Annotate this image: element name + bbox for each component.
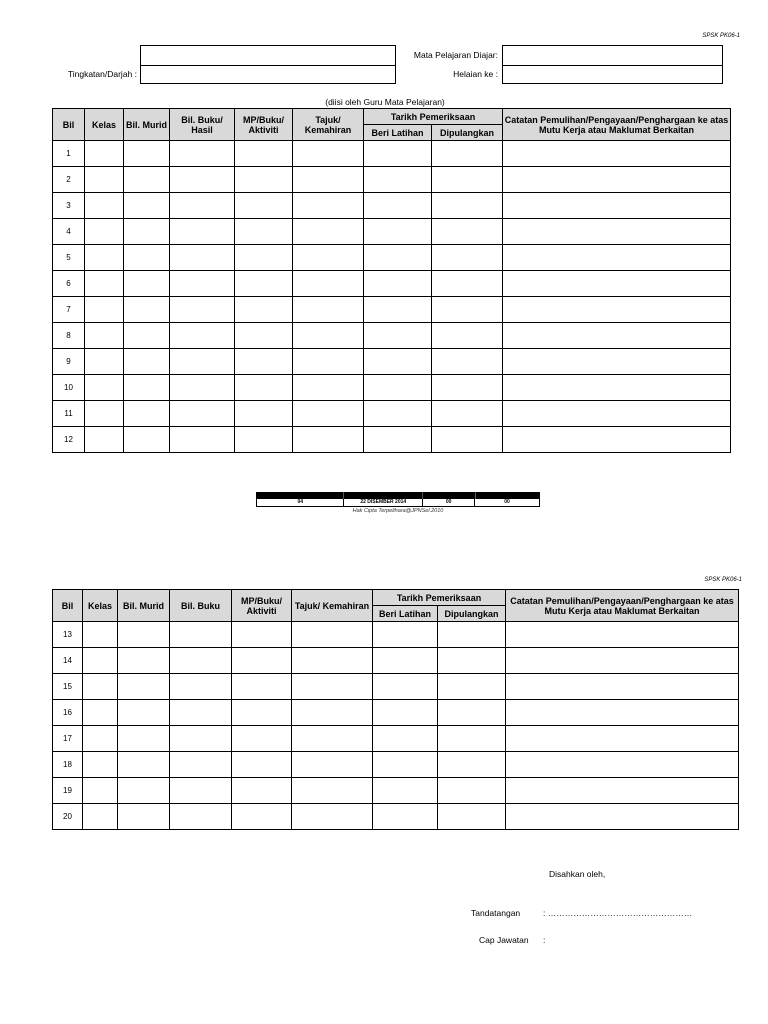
tandatangan-label: Tandatangan: [471, 908, 521, 918]
table-cell[interactable]: [506, 752, 739, 778]
table-cell[interactable]: [85, 427, 124, 453]
table-cell[interactable]: [85, 245, 124, 271]
table-cell[interactable]: [83, 674, 118, 700]
table-cell[interactable]: [235, 245, 293, 271]
table-cell[interactable]: [503, 245, 731, 271]
table-row: [53, 375, 731, 401]
table-cell[interactable]: [373, 726, 438, 752]
table-cell[interactable]: [235, 427, 293, 453]
table-cell[interactable]: [293, 375, 364, 401]
table-cell[interactable]: [124, 141, 170, 167]
table-cell[interactable]: [364, 271, 432, 297]
revision-value: 04: [257, 499, 344, 506]
table-cell[interactable]: [364, 323, 432, 349]
table-cell[interactable]: [503, 193, 731, 219]
table-row: [53, 726, 739, 752]
table-cell[interactable]: [506, 622, 739, 648]
table-cell[interactable]: [373, 648, 438, 674]
table-cell[interactable]: [438, 622, 506, 648]
table-cell[interactable]: [170, 141, 235, 167]
table-cell[interactable]: [373, 674, 438, 700]
header-tajuk: Tajuk/ Kemahiran: [293, 109, 364, 141]
table-cell[interactable]: [293, 297, 364, 323]
field-top-left[interactable]: [140, 45, 396, 66]
table-cell[interactable]: [85, 297, 124, 323]
table-cell[interactable]: [292, 674, 373, 700]
table-cell[interactable]: [118, 700, 170, 726]
table-cell[interactable]: [432, 193, 503, 219]
table-cell[interactable]: [170, 700, 232, 726]
table-cell[interactable]: [83, 700, 118, 726]
table-cell[interactable]: [506, 700, 739, 726]
table-cell[interactable]: [503, 297, 731, 323]
table-cell[interactable]: [292, 648, 373, 674]
table-row: [53, 674, 739, 700]
table-cell[interactable]: [170, 804, 232, 830]
header-bil-buku: Bil. Buku: [170, 590, 232, 622]
row-number: 1: [53, 141, 85, 167]
table-cell[interactable]: [432, 349, 503, 375]
table-cell[interactable]: [170, 349, 235, 375]
cap-jawatan-label: Cap Jawatan: [479, 935, 529, 945]
table-cell[interactable]: [118, 778, 170, 804]
table-cell[interactable]: [170, 219, 235, 245]
note: (diisi oleh Guru Mata Pelajaran): [325, 97, 445, 107]
table-cell[interactable]: [235, 193, 293, 219]
table-cell[interactable]: [232, 726, 292, 752]
table-cell[interactable]: [124, 401, 170, 427]
table-cell[interactable]: [118, 804, 170, 830]
table-cell[interactable]: [438, 778, 506, 804]
header-bil-murid: Bil. Murid: [124, 109, 170, 141]
table-cell[interactable]: [364, 427, 432, 453]
header-dipulangkan: Dipulangkan: [438, 606, 506, 622]
table-cell[interactable]: [293, 349, 364, 375]
row-number: 15: [53, 674, 83, 700]
row-number: 7: [53, 297, 85, 323]
table-cell[interactable]: [506, 648, 739, 674]
table-row: [53, 648, 739, 674]
header-bil: Bil: [53, 109, 85, 141]
header-tajuk: Tajuk/ Kemahiran: [292, 590, 373, 622]
table-cell[interactable]: [293, 141, 364, 167]
table-cell[interactable]: [432, 401, 503, 427]
row-number: 3: [53, 193, 85, 219]
table-cell[interactable]: [506, 674, 739, 700]
table-cell[interactable]: [124, 297, 170, 323]
table-cell[interactable]: [373, 700, 438, 726]
table-cell[interactable]: [83, 778, 118, 804]
tingkatan-field[interactable]: [140, 65, 396, 84]
table-cell[interactable]: [293, 323, 364, 349]
table-cell[interactable]: [364, 349, 432, 375]
table-cell[interactable]: [503, 349, 731, 375]
form-code-2: SPSK PK06-1: [704, 577, 742, 583]
table-cell[interactable]: [364, 245, 432, 271]
table-cell[interactable]: [124, 245, 170, 271]
table-row: [53, 700, 739, 726]
table-cell[interactable]: [124, 375, 170, 401]
table-cell[interactable]: [373, 804, 438, 830]
header-catatan: Catatan Pemulihan/Pengayaan/Penghargaan ke atas Mutu Kerja atau Maklumat Berkaitan: [506, 590, 739, 622]
table-cell[interactable]: [432, 219, 503, 245]
table-cell[interactable]: [292, 804, 373, 830]
table-cell[interactable]: [124, 271, 170, 297]
header-bil-murid: Bil. Murid: [118, 590, 170, 622]
table-cell[interactable]: [170, 193, 235, 219]
tandatangan-line[interactable]: : ……………………………………………: [543, 908, 693, 918]
header-mp: MP/Buku/ Aktiviti: [232, 590, 292, 622]
table-cell[interactable]: [293, 271, 364, 297]
table-cell[interactable]: [292, 622, 373, 648]
form-code: SPSK PK06-1: [702, 33, 740, 39]
table-cell[interactable]: [83, 648, 118, 674]
table-cell[interactable]: [170, 752, 232, 778]
table-cell[interactable]: [85, 141, 124, 167]
header-kelas: Kelas: [85, 109, 124, 141]
table-cell[interactable]: [124, 219, 170, 245]
table-cell[interactable]: [438, 752, 506, 778]
table-cell[interactable]: [85, 323, 124, 349]
date-value: 22 DISEMBER 2014: [344, 499, 423, 506]
header-bil: Bil: [53, 590, 83, 622]
table-cell[interactable]: [293, 245, 364, 271]
table-cell[interactable]: [235, 349, 293, 375]
table-cell[interactable]: [364, 375, 432, 401]
table-row: [53, 349, 731, 375]
row-number: 13: [53, 622, 83, 648]
table-row: [53, 271, 731, 297]
table-cell[interactable]: [170, 622, 232, 648]
table-row: [53, 219, 731, 245]
table-cell[interactable]: [170, 427, 235, 453]
table-cell[interactable]: [235, 271, 293, 297]
header-beri-latihan: Beri Latihan: [373, 606, 438, 622]
row-number: 9: [53, 349, 85, 375]
row-number: 18: [53, 752, 83, 778]
header-dipulangkan: Dipulangkan: [432, 125, 503, 141]
helaian-label: Helaian ke :: [453, 69, 498, 79]
table-cell[interactable]: [364, 297, 432, 323]
table-cell[interactable]: [170, 648, 232, 674]
table-cell[interactable]: [438, 726, 506, 752]
table-row: [53, 778, 739, 804]
table-row: [53, 297, 731, 323]
table-cell[interactable]: [432, 375, 503, 401]
table-cell[interactable]: [124, 323, 170, 349]
amendment-value: 00: [423, 499, 475, 506]
row-number: 10: [53, 375, 85, 401]
header-catatan: Catatan Pemulihan/Pengayaan/Penghargaan ke atas Mutu Kerja atau Maklumat Berkaitan: [503, 109, 731, 141]
cap-jawatan-value[interactable]: :: [543, 935, 546, 945]
mata-pelajaran-label: Mata Pelajaran Diajar:: [413, 50, 498, 60]
table-cell[interactable]: [293, 167, 364, 193]
table-cell[interactable]: [293, 219, 364, 245]
table-row: [53, 622, 739, 648]
table-cell[interactable]: [170, 323, 235, 349]
table-row: [53, 323, 731, 349]
table-cell[interactable]: [170, 401, 235, 427]
table-cell[interactable]: [503, 271, 731, 297]
disahkan-label: Disahkan oleh,: [549, 869, 606, 879]
table-cell[interactable]: [503, 167, 731, 193]
header-bil-buku: Bil. Buku/ Hasil: [170, 109, 235, 141]
table-cell[interactable]: [506, 778, 739, 804]
table-cell[interactable]: [232, 778, 292, 804]
table-cell[interactable]: [293, 193, 364, 219]
header-tarikh: Tarikh Pemeriksaan: [373, 590, 506, 606]
table-cell[interactable]: [432, 271, 503, 297]
table-cell[interactable]: [438, 804, 506, 830]
table-cell[interactable]: [292, 778, 373, 804]
row-number: 4: [53, 219, 85, 245]
table-cell[interactable]: [83, 726, 118, 752]
table-cell[interactable]: [85, 401, 124, 427]
row-number: 12: [53, 427, 85, 453]
row-number: 5: [53, 245, 85, 271]
header-tarikh: Tarikh Pemeriksaan: [364, 109, 503, 125]
table-cell[interactable]: [124, 167, 170, 193]
row-number: 20: [53, 804, 83, 830]
row-number: 2: [53, 167, 85, 193]
table-cell[interactable]: [235, 167, 293, 193]
table-cell[interactable]: [170, 271, 235, 297]
table-cell[interactable]: [432, 245, 503, 271]
table-cell[interactable]: [170, 778, 232, 804]
table-cell[interactable]: [235, 375, 293, 401]
table-cell[interactable]: [293, 427, 364, 453]
copyright: Hak Cipta Terpelihara@JPNSel.2010: [352, 508, 444, 514]
table-cell[interactable]: [170, 674, 232, 700]
row-number: 8: [53, 323, 85, 349]
table-cell[interactable]: [85, 167, 124, 193]
table-cell[interactable]: [170, 167, 235, 193]
tingkatan-label: Tingkatan/Darjah :: [67, 69, 137, 79]
row-number: 16: [53, 700, 83, 726]
table-cell[interactable]: [373, 622, 438, 648]
table-cell[interactable]: [170, 245, 235, 271]
table-cell[interactable]: [118, 674, 170, 700]
table-cell[interactable]: [364, 141, 432, 167]
header-mp: MP/Buku/ Aktiviti: [235, 109, 293, 141]
table-cell[interactable]: [432, 167, 503, 193]
table-cell[interactable]: [432, 427, 503, 453]
header-beri-latihan: Beri Latihan: [364, 125, 432, 141]
table-cell[interactable]: [364, 193, 432, 219]
header-kelas: Kelas: [83, 590, 118, 622]
table-cell[interactable]: [235, 323, 293, 349]
table-cell[interactable]: [503, 427, 731, 453]
table-cell[interactable]: [232, 674, 292, 700]
table-cell[interactable]: [373, 752, 438, 778]
table-row: [53, 401, 731, 427]
table-cell[interactable]: [438, 674, 506, 700]
table-cell[interactable]: [118, 648, 170, 674]
table-cell[interactable]: [232, 648, 292, 674]
table-cell[interactable]: [232, 700, 292, 726]
table-cell[interactable]: [85, 375, 124, 401]
table-row: [53, 245, 731, 271]
table-cell[interactable]: [85, 193, 124, 219]
document-control-bar: [256, 492, 540, 507]
table-cell[interactable]: [118, 726, 170, 752]
table-cell[interactable]: [232, 752, 292, 778]
table-cell[interactable]: [292, 726, 373, 752]
table-cell[interactable]: [506, 804, 739, 830]
table-row: [53, 193, 731, 219]
table-cell[interactable]: [364, 401, 432, 427]
table-row: [53, 141, 731, 167]
table-cell[interactable]: [235, 401, 293, 427]
helaian-field[interactable]: [502, 65, 723, 84]
amendment-value-2: 00: [504, 499, 510, 505]
table-cell[interactable]: [506, 726, 739, 752]
table-cell[interactable]: [503, 219, 731, 245]
table-cell[interactable]: [235, 141, 293, 167]
table-cell[interactable]: [364, 219, 432, 245]
table-cell[interactable]: [85, 349, 124, 375]
table-cell[interactable]: [432, 323, 503, 349]
table-cell[interactable]: [438, 648, 506, 674]
table-cell[interactable]: [85, 219, 124, 245]
table-cell[interactable]: [235, 219, 293, 245]
row-number: 14: [53, 648, 83, 674]
mata-pelajaran-field[interactable]: [502, 45, 723, 66]
table-cell[interactable]: [170, 726, 232, 752]
table-cell[interactable]: [292, 752, 373, 778]
table-cell[interactable]: [118, 622, 170, 648]
table-row: [53, 167, 731, 193]
table-cell[interactable]: [503, 141, 731, 167]
table-cell[interactable]: [432, 141, 503, 167]
table-cell[interactable]: [232, 622, 292, 648]
table-cell[interactable]: [503, 375, 731, 401]
table-cell[interactable]: [364, 167, 432, 193]
examination-table-1: [52, 108, 731, 453]
table-cell[interactable]: [124, 427, 170, 453]
examination-table-2: [52, 589, 739, 830]
table-cell[interactable]: [373, 778, 438, 804]
table-cell[interactable]: [124, 349, 170, 375]
table-cell[interactable]: [438, 700, 506, 726]
table-cell[interactable]: [232, 804, 292, 830]
table-cell[interactable]: [124, 193, 170, 219]
table-cell[interactable]: [432, 297, 503, 323]
table-cell[interactable]: [503, 323, 731, 349]
table-cell[interactable]: [83, 622, 118, 648]
table-cell[interactable]: [170, 375, 235, 401]
table-cell[interactable]: [170, 297, 235, 323]
row-number: 19: [53, 778, 83, 804]
row-number: 17: [53, 726, 83, 752]
row-number: 11: [53, 401, 85, 427]
table-cell[interactable]: [292, 700, 373, 726]
table-cell[interactable]: [235, 297, 293, 323]
table-row: [53, 804, 739, 830]
table-cell[interactable]: [83, 752, 118, 778]
table-cell[interactable]: [293, 401, 364, 427]
row-number: 6: [53, 271, 85, 297]
table-cell[interactable]: [118, 752, 170, 778]
table-row: [53, 427, 731, 453]
table-row: [53, 752, 739, 778]
table-cell[interactable]: [85, 271, 124, 297]
table-cell[interactable]: [503, 401, 731, 427]
table-cell[interactable]: [83, 804, 118, 830]
